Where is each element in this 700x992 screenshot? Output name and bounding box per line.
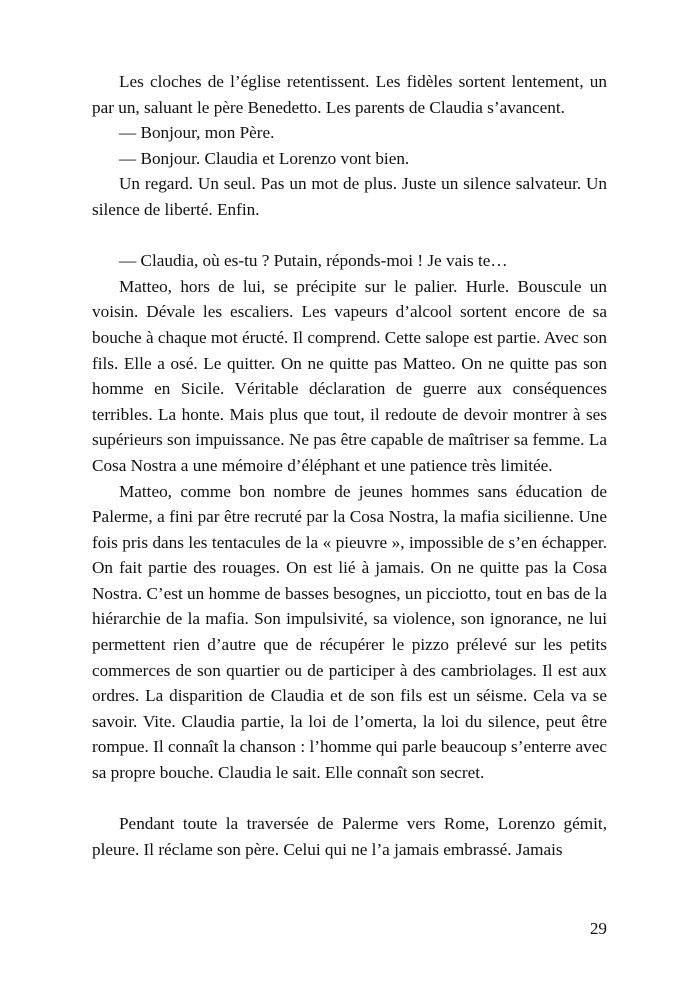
paragraph-cosa-nostra: Matteo, comme bon nombre de jeunes hommes sans éducation de Palerme, a fini par être recruté par la Cosa Nostra, la mafia sicilienne. Une fois pris dans les tentacules de la « pieuvre », impossible de s’en échapper. On fait partie des rouages. On est lié à jamais. On ne quitte pas la Cosa Nostra. C’est un homme de basses besognes, un picciotto, tout en bas de la hiérarchie de la mafia. Son impulsivité, sa violence, son ignorance, ne lui permettent rien d’autre que de récupérer le pizzo prélevé sur les petits commerces de son quartier ou de participer à des cambriolages. Il est aux ordres. La disparition de Claudia et de son fils est un séisme. Cela va se savoir. Vite. Claudia partie, la loi de l’omerta, la loi du silence, peut être rompue. Il connaît la chanson : l’homme qui parle beaucoup s’enterre avec sa propre bouche. Claudia le sait. Elle connaît son secret. — [92, 481, 607, 783]
section-break — [92, 786, 607, 812]
dialogue-line-greeting: — Bonjour, mon Père. — [119, 123, 275, 143]
paragraph-journey: Pendant toute la traversée de Palerme vers Rome, Lorenzo gémit, pleure. Il réclame son père. Celui qui ne l’a jamais embrassé. Jamais — [92, 814, 607, 859]
paragraph-silence: Un regard. Un seul. Pas un mot de plus. Juste un silence salvateur. Un silence de liberté. Enfin. — [92, 174, 607, 219]
page-number: 29 — [589, 919, 607, 938]
dialogue-line-matteo: — Claudia, où es-tu ? Putain, réponds-moi ! Je vais te… — [119, 251, 508, 271]
page-body-text — [92, 69, 607, 862]
paragraph-matteo-rage: Matteo, hors de lui, se précipite sur le palier. Hurle. Bouscule un voisin. Dévale les escaliers. Les vapeurs d’alcool sortent encore de sa bouche à chaque mot éructé. Il comprend. Cette salope est partie. Avec son fils. Elle a osé. Le quitter. On ne quitte pas Matteo. On ne quitte pas son homme en Sicile. Véritable déclaration de guerre aux conséquences terribles. La honte. Mais plus que tout, il redoute de devoir montrer à ses supérieurs son impuissance. Ne pas être capable de maîtriser sa femme. La Cosa Nostra a une mémoire d’éléphant et une patience très limitée. — [92, 276, 607, 475]
section-break — [92, 223, 607, 249]
dialogue-line-reply: — Bonjour. Claudia et Lorenzo vont bien. — [119, 148, 410, 168]
paragraph-church-bells: Les cloches de l’église retentissent. Les fidèles sortent lentement, un par un, saluant le père Benedetto. Les parents de Claudia s’avancent. — [92, 72, 607, 117]
